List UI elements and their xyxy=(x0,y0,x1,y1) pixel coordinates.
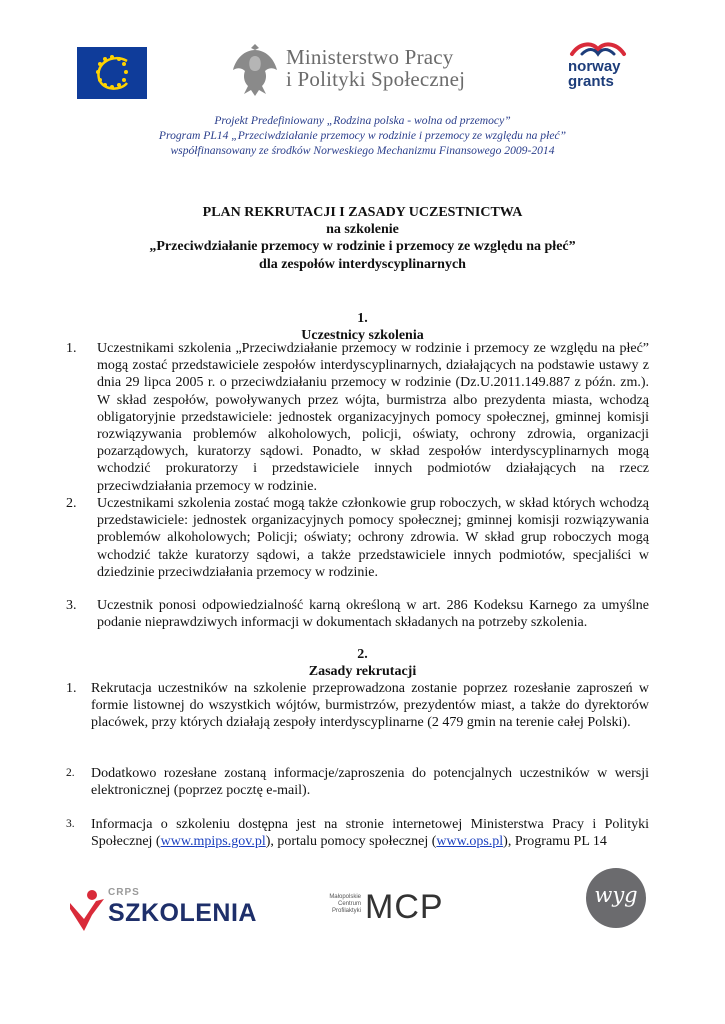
section-2-item-1 xyxy=(66,680,649,732)
eu-stars-icon xyxy=(77,47,147,99)
crps-big-text: SZKOLENIA xyxy=(108,899,257,927)
project-line-3: współfinansowany ze środków Norweskiego Mechanizmu Finansowego 2009-2014 xyxy=(170,144,555,157)
mcp-small-text: Małopolskie Centrum Profilaktyki xyxy=(329,894,361,914)
title-line-2: na szkolenie xyxy=(326,222,399,238)
title-line-4: dla zespołów interdyscyplinarnych xyxy=(259,256,466,272)
list-number: 3. xyxy=(66,598,77,613)
eagle-emblem-icon xyxy=(230,40,280,98)
ministry-name-line2: i Polityki Społecznej xyxy=(286,67,466,91)
list-number: 1. xyxy=(66,681,77,696)
title-line-1: PLAN REKRUTACJI I ZASADY UCZESTNICTWA xyxy=(202,205,523,220)
ministry-logo xyxy=(230,40,470,100)
section-1-item-3 xyxy=(66,597,649,631)
mcp-big-text: MCP xyxy=(365,888,444,926)
norway-text-line2: grants xyxy=(568,73,614,90)
wyg-text: wyg xyxy=(594,883,638,907)
wyg-logo xyxy=(586,868,646,928)
crps-figure-icon xyxy=(68,885,108,935)
norway-grants-logo xyxy=(560,40,640,98)
project-line-2: Program PL14 „Przeciwdziałanie przemocy w rodzinie i przemocy ze względu na płeć” xyxy=(158,129,567,142)
list-item-text xyxy=(91,816,649,850)
section-2-title: Zasady rekrutacji xyxy=(308,664,417,680)
list-number: 2. xyxy=(66,767,75,779)
section-2-heading xyxy=(60,646,665,680)
section-1-title: Uczestnicy szkolenia xyxy=(301,328,424,344)
section-2-number: 2. xyxy=(357,647,368,662)
mcp-logo xyxy=(315,885,455,935)
document-title xyxy=(60,204,665,273)
ministry-name xyxy=(286,46,465,90)
crps-szkolenia-logo xyxy=(68,885,258,935)
list-number: 2. xyxy=(66,496,77,511)
norway-grants-text xyxy=(568,59,621,89)
mpips-link[interactable]: www.mpips.gov.pl xyxy=(160,834,266,850)
section-1-item-1 xyxy=(66,340,649,495)
item-text-b: ), portalu pomocy społecznej ( xyxy=(265,834,437,850)
list-item-text: Uczestnikami szkolenia „Przeciwdziałanie przemocy w rodzinie i przemocy ze względu na płeć” mogą zostać przedstawiciele zespołów interdyscyplinarnych, działających na podstawie ustawy z dnia 29 lipca 2005 r. o przeciwdziałaniu przemocy w rodzinie (Dz.U.2011.149.887 z późn. zm.). W skład zespołów, powoływanych przez wójta, burmistrza albo prezydenta miasta, wchodzą obligatoryjnie przedstawiciele: jednostek organizacyjnych pomocy społecznej, gminnej komisji rozwiązywania problemów alkoholowych, policji, oświaty, ochrony zdrowia, organizacji pozarządowych, kuratorzy sądowi. Ponadto, w skład zespołów interdyscyplinarnych mogą wchodzić prokuratorzy i przedstawiciele innych podmiotów działających na rzecz przeciwdziałania przemocy w rodzinie. xyxy=(97,341,649,494)
norway-text-line1: norway xyxy=(568,58,621,75)
list-item-text: Rekrutacja uczestników na szkolenie przeprowadzona zostanie poprzez rozesłanie zaproszeń w formie listownej do wszystkich wójtów, burmistrzów, prezydentów miast, a także do dyrektorów placówek, przy których działają zespoły interdyscyplinarne (2 479 gmin na terenie całej Polski). xyxy=(91,681,649,731)
list-number: 1. xyxy=(66,341,77,356)
section-2-item-2 xyxy=(66,765,649,799)
section-1-item-2 xyxy=(66,495,649,581)
title-line-3: „Przeciwdziałanie przemocy w rodzinie i przemocy ze względu na płeć” xyxy=(149,239,576,255)
ministry-name-line1: Ministerstwo Pracy xyxy=(286,45,454,69)
project-line-1: Projekt Predefiniowany „Rodzina polska - wolna od przemocy” xyxy=(214,114,511,127)
section-1-number: 1. xyxy=(357,311,368,326)
item-text-c: ), Programu PL 14 xyxy=(503,834,607,850)
eu-flag-logo xyxy=(77,47,147,99)
project-header xyxy=(60,113,665,158)
list-number: 3. xyxy=(66,818,75,830)
crps-small-text: CRPS xyxy=(108,887,140,898)
norway-ribbon-icon xyxy=(568,40,628,60)
list-item-text: Uczestnikami szkolenia zostać mogą także członkowie grup roboczych, w skład których wchodzą przedstawiciele: jednostek organizacyjnych pomocy społecznej; gminnej komisji rozwiązywania problemów alkoholowych; Policji; oświaty; ochrony zdrowia. W skład grup roboczych mogą wchodzić także kuratorzy sądowi, a także przedstawiciele innych podmiotów, specjaliści w dziedzinie przeciwdziałania przemocy w rodzinie. xyxy=(97,496,649,580)
item-text-a: Informacja o szkoleniu dostępna jest na stronie internetowej Ministerstwa Pracy i Polityki Społecznej ( xyxy=(91,817,649,850)
section-2-item-3 xyxy=(66,816,649,850)
list-item-text: Dodatkowo rozesłane zostaną informacje/zaproszenia do potencjalnych uczestników w wersji elektronicznej (poprzez pocztę e-mail). xyxy=(91,766,649,799)
list-item-text: Uczestnik ponosi odpowiedzialność karną określoną w art. 286 Kodeksu Karnego za umyślne podanie nieprawdziwych informacji w dokumentach składanych na potrzeby szkolenia. xyxy=(97,598,649,631)
ops-link[interactable]: www.ops.pl xyxy=(436,834,504,850)
